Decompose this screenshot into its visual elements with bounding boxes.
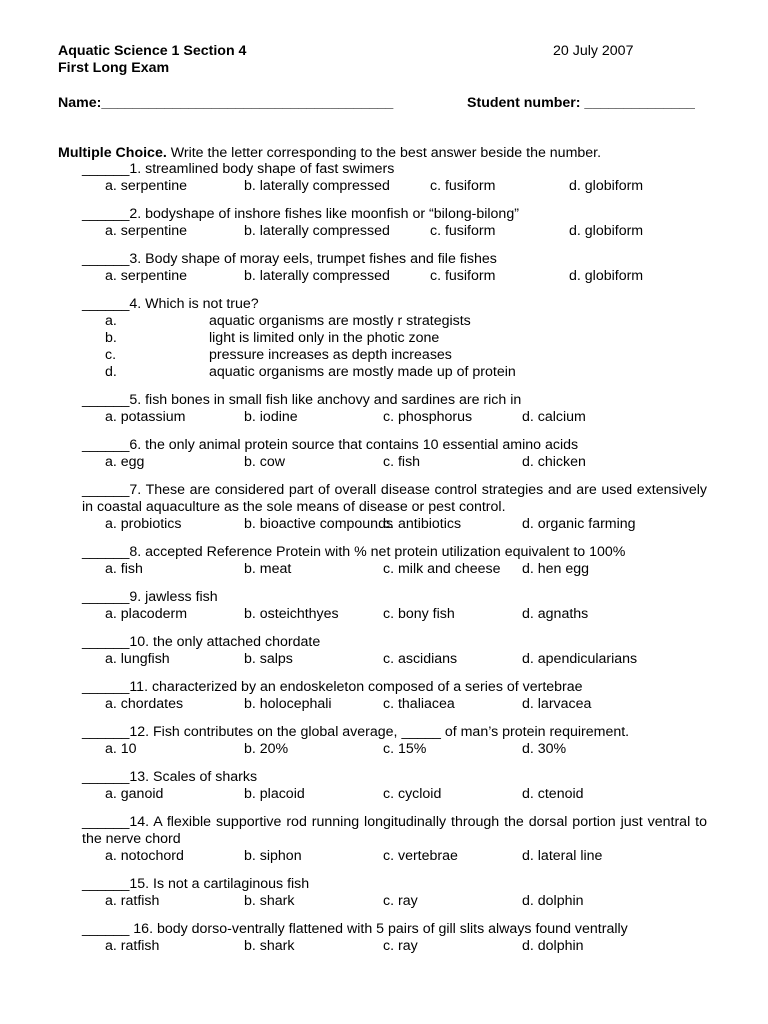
option-d: d. organic farming	[522, 516, 636, 532]
option-d: d. globiform	[569, 223, 644, 239]
question-16	[0, 921, 768, 955]
option-c	[0, 347, 768, 364]
option-row	[0, 696, 768, 713]
question-10	[0, 634, 768, 668]
option-c: c. 15%	[383, 741, 427, 757]
option-d: d. dolphin	[522, 938, 584, 954]
option-d: d. dolphin	[522, 893, 584, 909]
option-d: d. ctenoid	[522, 786, 584, 802]
option-text: aquatic organisms are mostly made up of protein	[209, 364, 516, 380]
option-list	[0, 313, 768, 381]
option-d: d. chicken	[522, 454, 586, 470]
option-row	[0, 268, 768, 285]
option-a: a. egg	[105, 454, 145, 470]
option-c: c. fusiform	[430, 178, 496, 194]
student-number-label: Student number: ______________	[467, 95, 695, 111]
question-stem: ______10. the only attached chordate	[82, 634, 321, 650]
option-b	[0, 330, 768, 347]
option-text: pressure increases as depth increases	[209, 347, 452, 363]
option-row	[0, 409, 768, 426]
option-b: b. salps	[244, 651, 293, 667]
question-stem: ______2. bodyshape of inshore fishes like moonfish or “bilong-bilong”	[82, 206, 519, 222]
option-row	[0, 454, 768, 471]
question-5	[0, 392, 768, 426]
option-a: a. probiotics	[105, 516, 182, 532]
option-row	[0, 938, 768, 955]
option-a: a. placoderm	[105, 606, 188, 622]
option-b: b. holocephali	[244, 696, 332, 712]
option-d: d. hen egg	[522, 561, 590, 577]
question-stem: ______5. fish bones in small fish like anchovy and sardines are rich in	[82, 392, 522, 408]
option-row	[0, 848, 768, 865]
option-row	[0, 178, 768, 195]
option-row	[0, 516, 768, 533]
question-9	[0, 589, 768, 623]
question-1	[0, 161, 768, 195]
question-2	[0, 206, 768, 240]
option-text: aquatic organisms are mostly r strategists	[209, 313, 471, 329]
question-stem: ______15. Is not a cartilaginous fish	[82, 876, 310, 892]
option-d: d. 30%	[522, 741, 567, 757]
option-b: b. laterally compressed	[244, 223, 390, 239]
option-b: b. cow	[244, 454, 286, 470]
option-d: d. calcium	[522, 409, 586, 425]
option-letter: b.	[105, 330, 117, 346]
question-stem: ______ 16. body dorso-ventrally flattened with 5 pairs of gill slits always found ventrally	[82, 921, 628, 937]
option-letter: d.	[105, 364, 117, 380]
option-c: c. ray	[383, 938, 418, 954]
option-a: a. serpentine	[105, 268, 188, 284]
question-11	[0, 679, 768, 713]
question-stem: ______11. characterized by an endoskeleton composed of a series of vertebrae	[82, 679, 583, 695]
option-b: b. osteichthyes	[244, 606, 339, 622]
name-field-label: Name:_____________________________________	[58, 95, 394, 111]
option-letter: a.	[105, 313, 117, 329]
question-stem: ______3. Body shape of moray eels, trumpet fishes and file fishes	[82, 251, 497, 267]
question-stem: ______4. Which is not true?	[82, 296, 259, 312]
option-b: b. 20%	[244, 741, 289, 757]
option-a: a. notochord	[105, 848, 184, 864]
question-12	[0, 724, 768, 758]
question-stem: ______9. jawless fish	[82, 589, 218, 605]
option-d: d. globiform	[569, 178, 644, 194]
instructions-title: Multiple Choice.	[58, 145, 167, 161]
option-a	[0, 313, 768, 330]
option-d: d. apendicularians	[522, 651, 638, 667]
exam-date: 20 July 2007	[553, 43, 634, 59]
option-row	[0, 741, 768, 758]
question-stem: ______7. These are considered part of overall disease control strategies and are used extensively in coastal aquaculture as the sole means of disease or pest control.	[82, 482, 707, 515]
course-title: Aquatic Science 1 Section 4	[58, 43, 247, 59]
question-8	[0, 544, 768, 578]
question-15	[0, 876, 768, 910]
option-c: c. milk and cheese	[383, 561, 501, 577]
option-d	[0, 364, 768, 381]
option-a: a. serpentine	[105, 223, 188, 239]
option-d: d. agnaths	[522, 606, 589, 622]
option-a: a. potassium	[105, 409, 186, 425]
option-a: a. ratfish	[105, 893, 160, 909]
option-c: c. antibiotics	[383, 516, 462, 532]
option-b: b. shark	[244, 893, 295, 909]
option-a: a. serpentine	[105, 178, 188, 194]
question-stem: ______8. accepted Reference Protein with % net protein utilization equivalent to 100%	[82, 544, 626, 560]
option-d: d. larvacea	[522, 696, 592, 712]
instructions-text: Write the letter corresponding to the best answer beside the number.	[166, 145, 602, 161]
option-b: b. laterally compressed	[244, 268, 390, 284]
question-list	[0, 161, 768, 966]
option-d: d. lateral line	[522, 848, 603, 864]
question-7	[0, 482, 768, 533]
option-c: c. ray	[383, 893, 418, 909]
option-row	[0, 606, 768, 623]
option-c: c. phosphorus	[383, 409, 473, 425]
question-stem: ______1. streamlined body shape of fast swimers	[82, 161, 395, 177]
option-row	[0, 893, 768, 910]
option-c: c. fish	[383, 454, 421, 470]
option-d: d. globiform	[569, 268, 644, 284]
option-row	[0, 223, 768, 240]
option-c: c. ascidians	[383, 651, 458, 667]
option-a: a. 10	[105, 741, 137, 757]
question-6	[0, 437, 768, 471]
option-b: b. meat	[244, 561, 292, 577]
question-13	[0, 769, 768, 803]
option-b: b. siphon	[244, 848, 302, 864]
option-letter: c.	[105, 347, 117, 363]
option-row	[0, 786, 768, 803]
option-a: a. ratfish	[105, 938, 160, 954]
question-stem: ______6. the only animal protein source that contains 10 essential amino acids	[82, 437, 579, 453]
exam-title: First Long Exam	[58, 60, 170, 76]
option-a: a. fish	[105, 561, 143, 577]
option-row	[0, 561, 768, 578]
option-c: c. bony fish	[383, 606, 455, 622]
option-b: b. shark	[244, 938, 295, 954]
option-b: b. placoid	[244, 786, 305, 802]
option-a: a. chordates	[105, 696, 184, 712]
option-c: c. fusiform	[430, 268, 496, 284]
option-b: b. laterally compressed	[244, 178, 390, 194]
question-stem: ______13. Scales of sharks	[82, 769, 258, 785]
question-4	[0, 296, 768, 381]
option-c: c. thaliacea	[383, 696, 455, 712]
option-c: c. fusiform	[430, 223, 496, 239]
option-c: c. cycloid	[383, 786, 442, 802]
question-14	[0, 814, 768, 865]
option-a: a. ganoid	[105, 786, 164, 802]
option-b: b. iodine	[244, 409, 298, 425]
option-text: light is limited only in the photic zone	[209, 330, 440, 346]
question-stem: ______12. Fish contributes on the global average, _____ of man’s protein requirement.	[82, 724, 630, 740]
option-row	[0, 651, 768, 668]
option-a: a. lungfish	[105, 651, 170, 667]
question-3	[0, 251, 768, 285]
option-c: c. vertebrae	[383, 848, 458, 864]
option-b: b. bioactive compounds	[244, 516, 394, 532]
instructions	[58, 145, 601, 162]
question-stem: ______14. A flexible supportive rod running longitudinally through the dorsal portion just ventral to the nerve chord	[82, 814, 707, 847]
